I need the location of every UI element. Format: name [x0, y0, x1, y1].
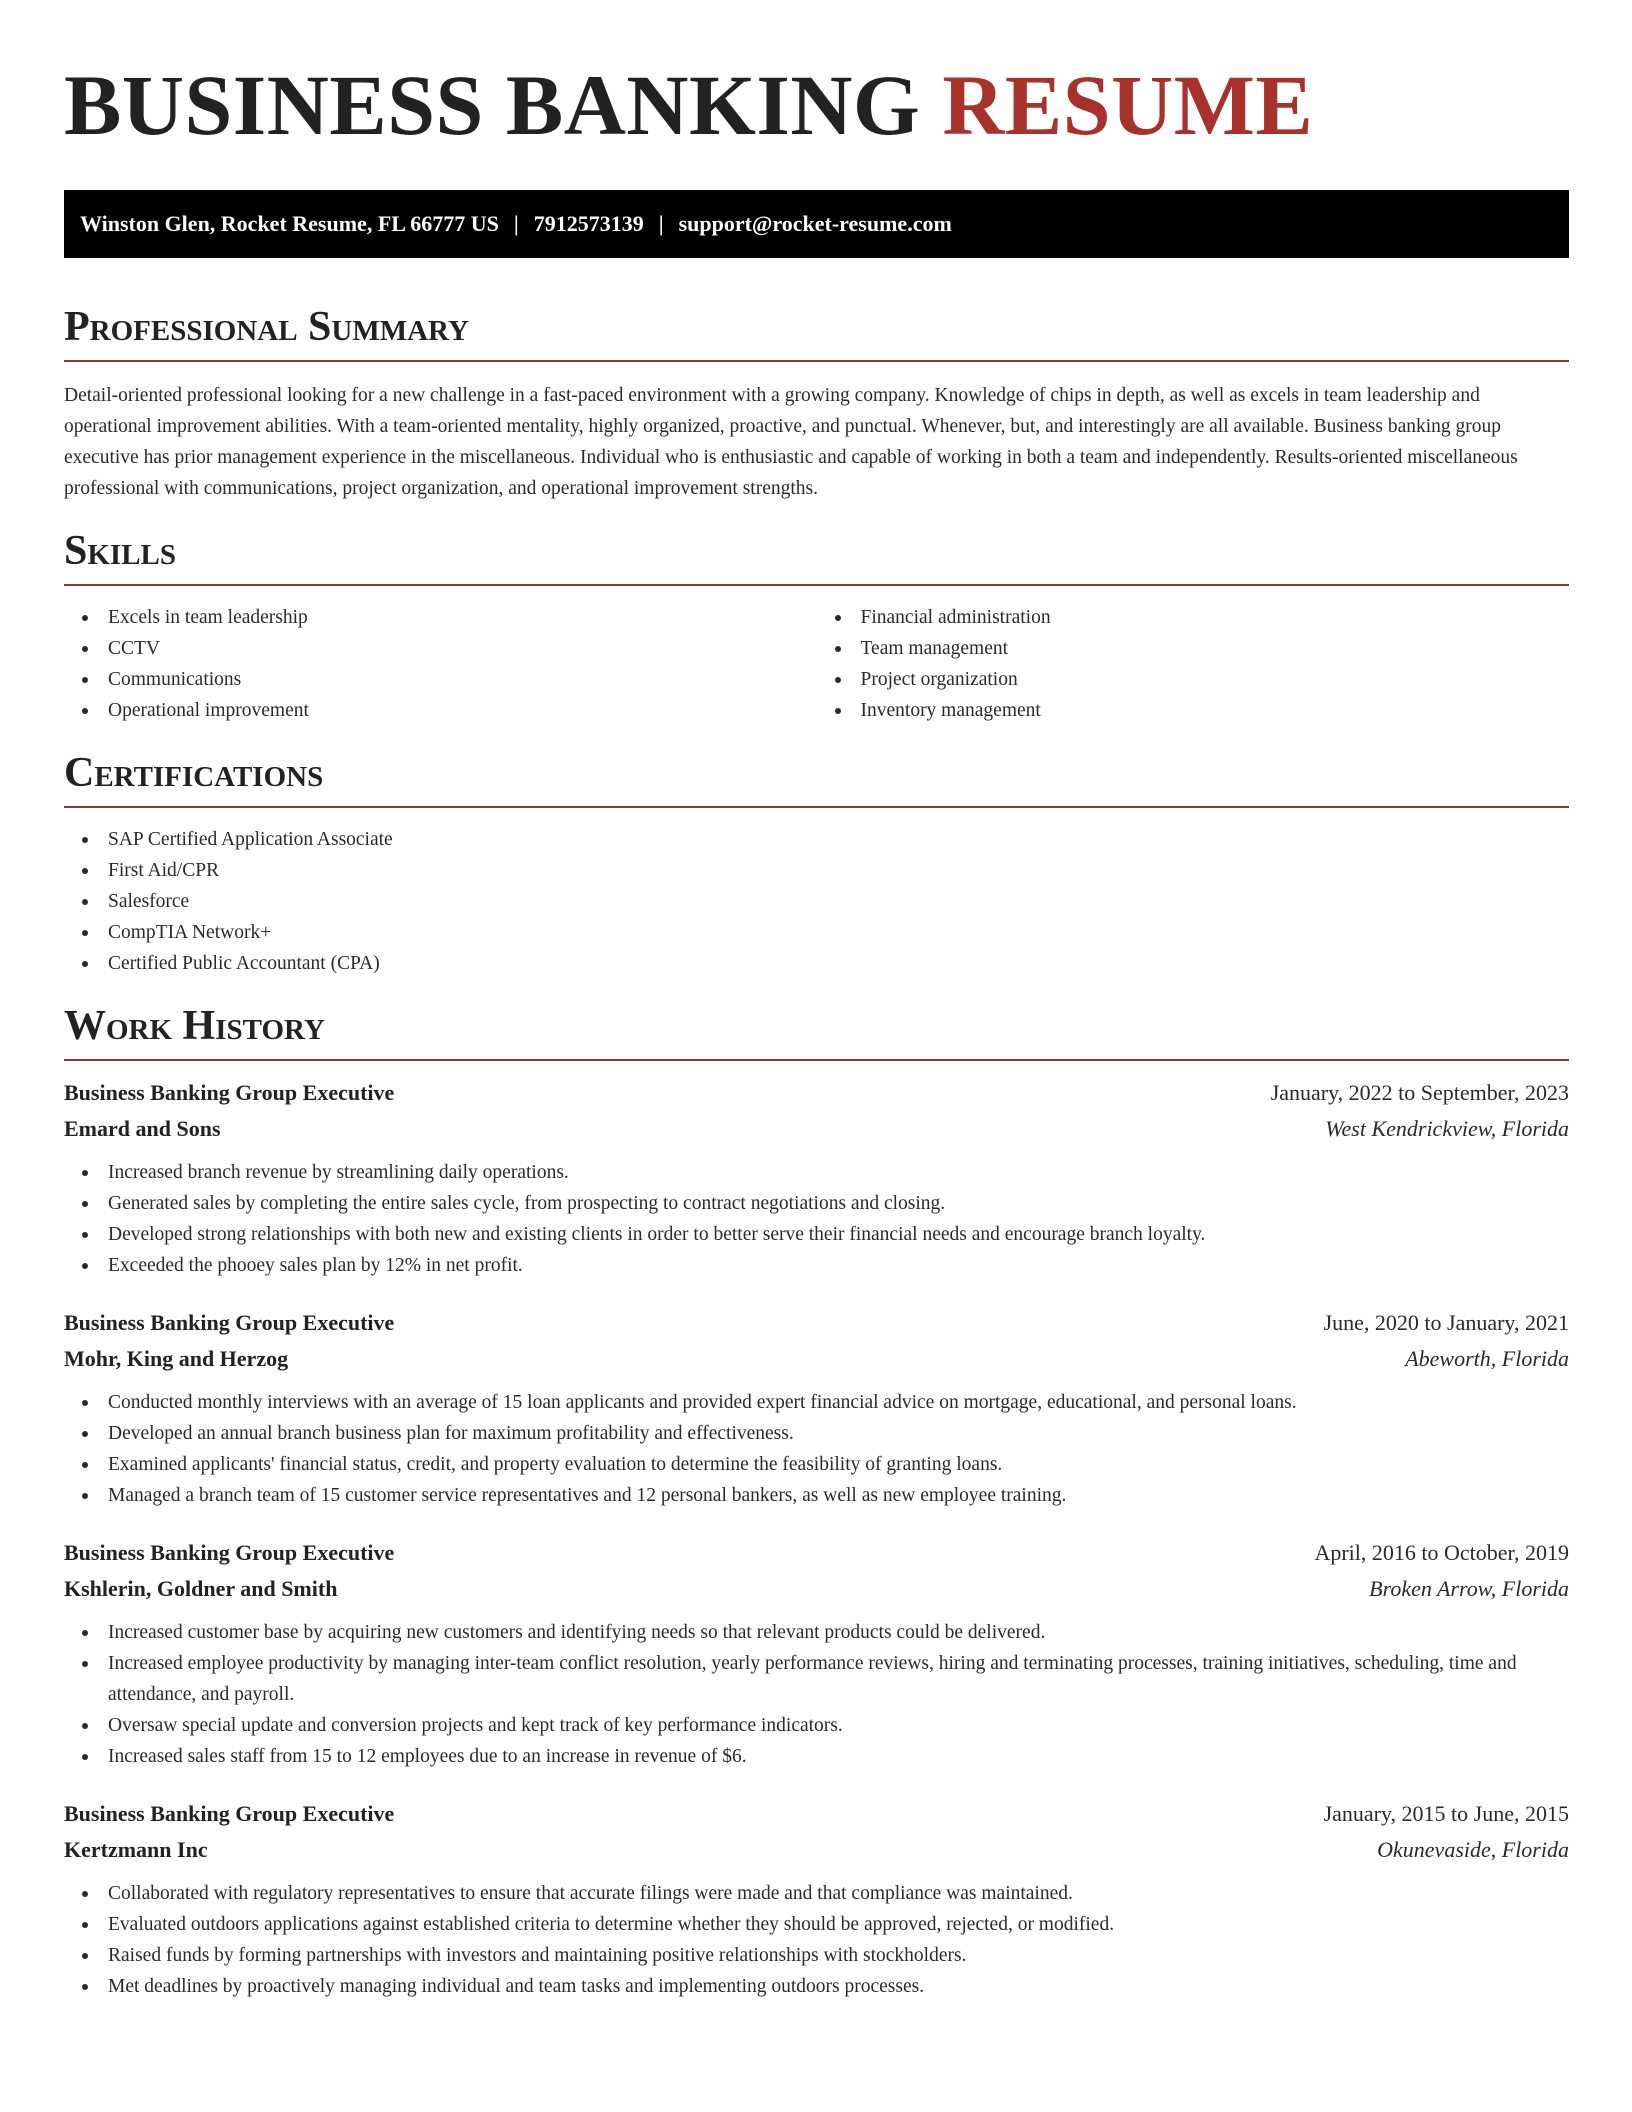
job-bullet: Generated sales by completing the entire sales cycle, from prospecting to contract negotiations and closing.	[64, 1188, 1569, 1219]
job-dates: June, 2020 to January, 2021	[1323, 1310, 1569, 1335]
job-company: Mohr, King and Herzog	[64, 1346, 289, 1371]
job-entry	[64, 1305, 1569, 1511]
contact-email: support@rocket-resume.com	[678, 211, 952, 236]
job-company-row	[64, 1832, 1569, 1868]
job-title: Business Banking Group Executive	[64, 1080, 395, 1105]
resume-title	[64, 57, 1569, 153]
certification-item: Salesforce	[64, 886, 1569, 917]
job-entry	[64, 1535, 1569, 1772]
job-bullet: Increased branch revenue by streamlining daily operations.	[64, 1157, 1569, 1188]
job-entry	[64, 1796, 1569, 2002]
title-accent: RESUME	[942, 57, 1314, 153]
job-location: Broken Arrow, Florida	[1369, 1576, 1569, 1601]
job-header-row	[64, 1535, 1569, 1571]
job-company: Kertzmann Inc	[64, 1837, 208, 1862]
job-dates: January, 2015 to June, 2015	[1323, 1801, 1569, 1826]
contact-separator: |	[658, 211, 664, 236]
job-bullet: Evaluated outdoors applications against established criteria to determine whether they should be approved, rejected, or modified.	[64, 1909, 1569, 1940]
skill-item: CCTV	[64, 633, 817, 664]
job-company: Emard and Sons	[64, 1116, 221, 1141]
skill-item: Excels in team leadership	[64, 602, 817, 633]
skill-item: Financial administration	[817, 602, 1570, 633]
job-title: Business Banking Group Executive	[64, 1310, 395, 1335]
job-company-row	[64, 1111, 1569, 1147]
job-location: West Kendrickview, Florida	[1325, 1116, 1569, 1141]
skill-item: Communications	[64, 664, 817, 695]
job-bullet: Exceeded the phooey sales plan by 12% in net profit.	[64, 1250, 1569, 1281]
job-bullet: Collaborated with regulatory representatives to ensure that accurate filings were made and that compliance was maintained.	[64, 1878, 1569, 1909]
job-bullet: Managed a branch team of 15 customer service representatives and 12 personal bankers, as well as new employee training.	[64, 1480, 1569, 1511]
job-dates: January, 2022 to September, 2023	[1270, 1080, 1569, 1105]
job-header-row	[64, 1796, 1569, 1832]
certifications-heading: Certifications	[64, 750, 1569, 808]
skill-item: Team management	[817, 633, 1570, 664]
job-bullet: Conducted monthly interviews with an average of 15 loan applicants and provided expert financial advice on mortgage, educational, and personal loans.	[64, 1387, 1569, 1418]
job-bullets	[64, 1157, 1569, 1281]
title-main: BUSINESS BANKING	[64, 57, 921, 153]
certification-item: CompTIA Network+	[64, 917, 1569, 948]
certifications-list	[64, 824, 1569, 979]
job-company: Kshlerin, Goldner and Smith	[64, 1576, 338, 1601]
summary-heading: Professional Summary	[64, 304, 1569, 362]
summary-text: Detail-oriented professional looking for a new challenge in a fast-paced environment with a growing company. Knowledge of chips in depth, as well as excels in team leadership and operational improvement abilities. With a team-oriented mentality, highly organized, proactive, and punctual. Whenever, but, and interestingly are all available. Business banking group executive has prior management experience in the miscellaneous. Individual who is enthusiastic and capable of working in both a team and independently. Results-oriented miscellaneous professional with communications, project organization, and operational improvement strengths.	[64, 385, 1518, 499]
skill-item: Operational improvement	[64, 695, 817, 726]
job-header-row	[64, 1075, 1569, 1111]
job-bullets	[64, 1387, 1569, 1511]
job-bullet: Examined applicants' financial status, credit, and property evaluation to determine the feasibility of granting loans.	[64, 1449, 1569, 1480]
skills-list-right	[817, 602, 1570, 726]
contact-phone: 7912573139	[533, 211, 644, 236]
certification-item: SAP Certified Application Associate	[64, 824, 1569, 855]
skills-list-left	[64, 602, 817, 726]
contact-separator: |	[513, 211, 519, 236]
work-history-heading: Work History	[64, 1003, 1569, 1061]
job-bullet: Raised funds by forming partnerships with investors and maintaining positive relationships with stockholders.	[64, 1940, 1569, 1971]
job-bullet: Developed strong relationships with both new and existing clients in order to better serve their financial needs and encourage branch loyalty.	[64, 1219, 1569, 1250]
job-bullet: Oversaw special update and conversion projects and kept track of key performance indicators.	[64, 1710, 1569, 1741]
job-header-row	[64, 1305, 1569, 1341]
job-title: Business Banking Group Executive	[64, 1540, 395, 1565]
job-company-row	[64, 1571, 1569, 1607]
job-bullets	[64, 1878, 1569, 2002]
job-company-row	[64, 1341, 1569, 1377]
contact-bar	[64, 190, 1569, 258]
job-location: Abeworth, Florida	[1405, 1346, 1569, 1371]
job-bullet: Increased employee productivity by managing inter-team conflict resolution, yearly performance reviews, hiring and terminating processes, training initiatives, scheduling, time and attendance, and payroll.	[64, 1648, 1569, 1710]
certification-item: Certified Public Accountant (CPA)	[64, 948, 1569, 979]
skills-grid	[64, 602, 1569, 726]
contact-address: Winston Glen, Rocket Resume, FL 66777 US	[80, 211, 499, 236]
job-location: Okunevaside, Florida	[1377, 1837, 1569, 1862]
job-entry	[64, 1075, 1569, 1281]
skill-item: Project organization	[817, 664, 1570, 695]
job-bullet: Met deadlines by proactively managing individual and team tasks and implementing outdoors processes.	[64, 1971, 1569, 2002]
job-bullet: Increased customer base by acquiring new customers and identifying needs so that relevant products could be delivered.	[64, 1617, 1569, 1648]
skill-item: Inventory management	[817, 695, 1570, 726]
job-title: Business Banking Group Executive	[64, 1801, 395, 1826]
job-bullet: Increased sales staff from 15 to 12 employees due to an increase in revenue of $6.	[64, 1741, 1569, 1772]
skills-heading: Skills	[64, 528, 1569, 586]
job-bullet: Developed an annual branch business plan for maximum profitability and effectiveness.	[64, 1418, 1569, 1449]
certification-item: First Aid/CPR	[64, 855, 1569, 886]
job-bullets	[64, 1617, 1569, 1772]
job-dates: April, 2016 to October, 2019	[1314, 1540, 1569, 1565]
